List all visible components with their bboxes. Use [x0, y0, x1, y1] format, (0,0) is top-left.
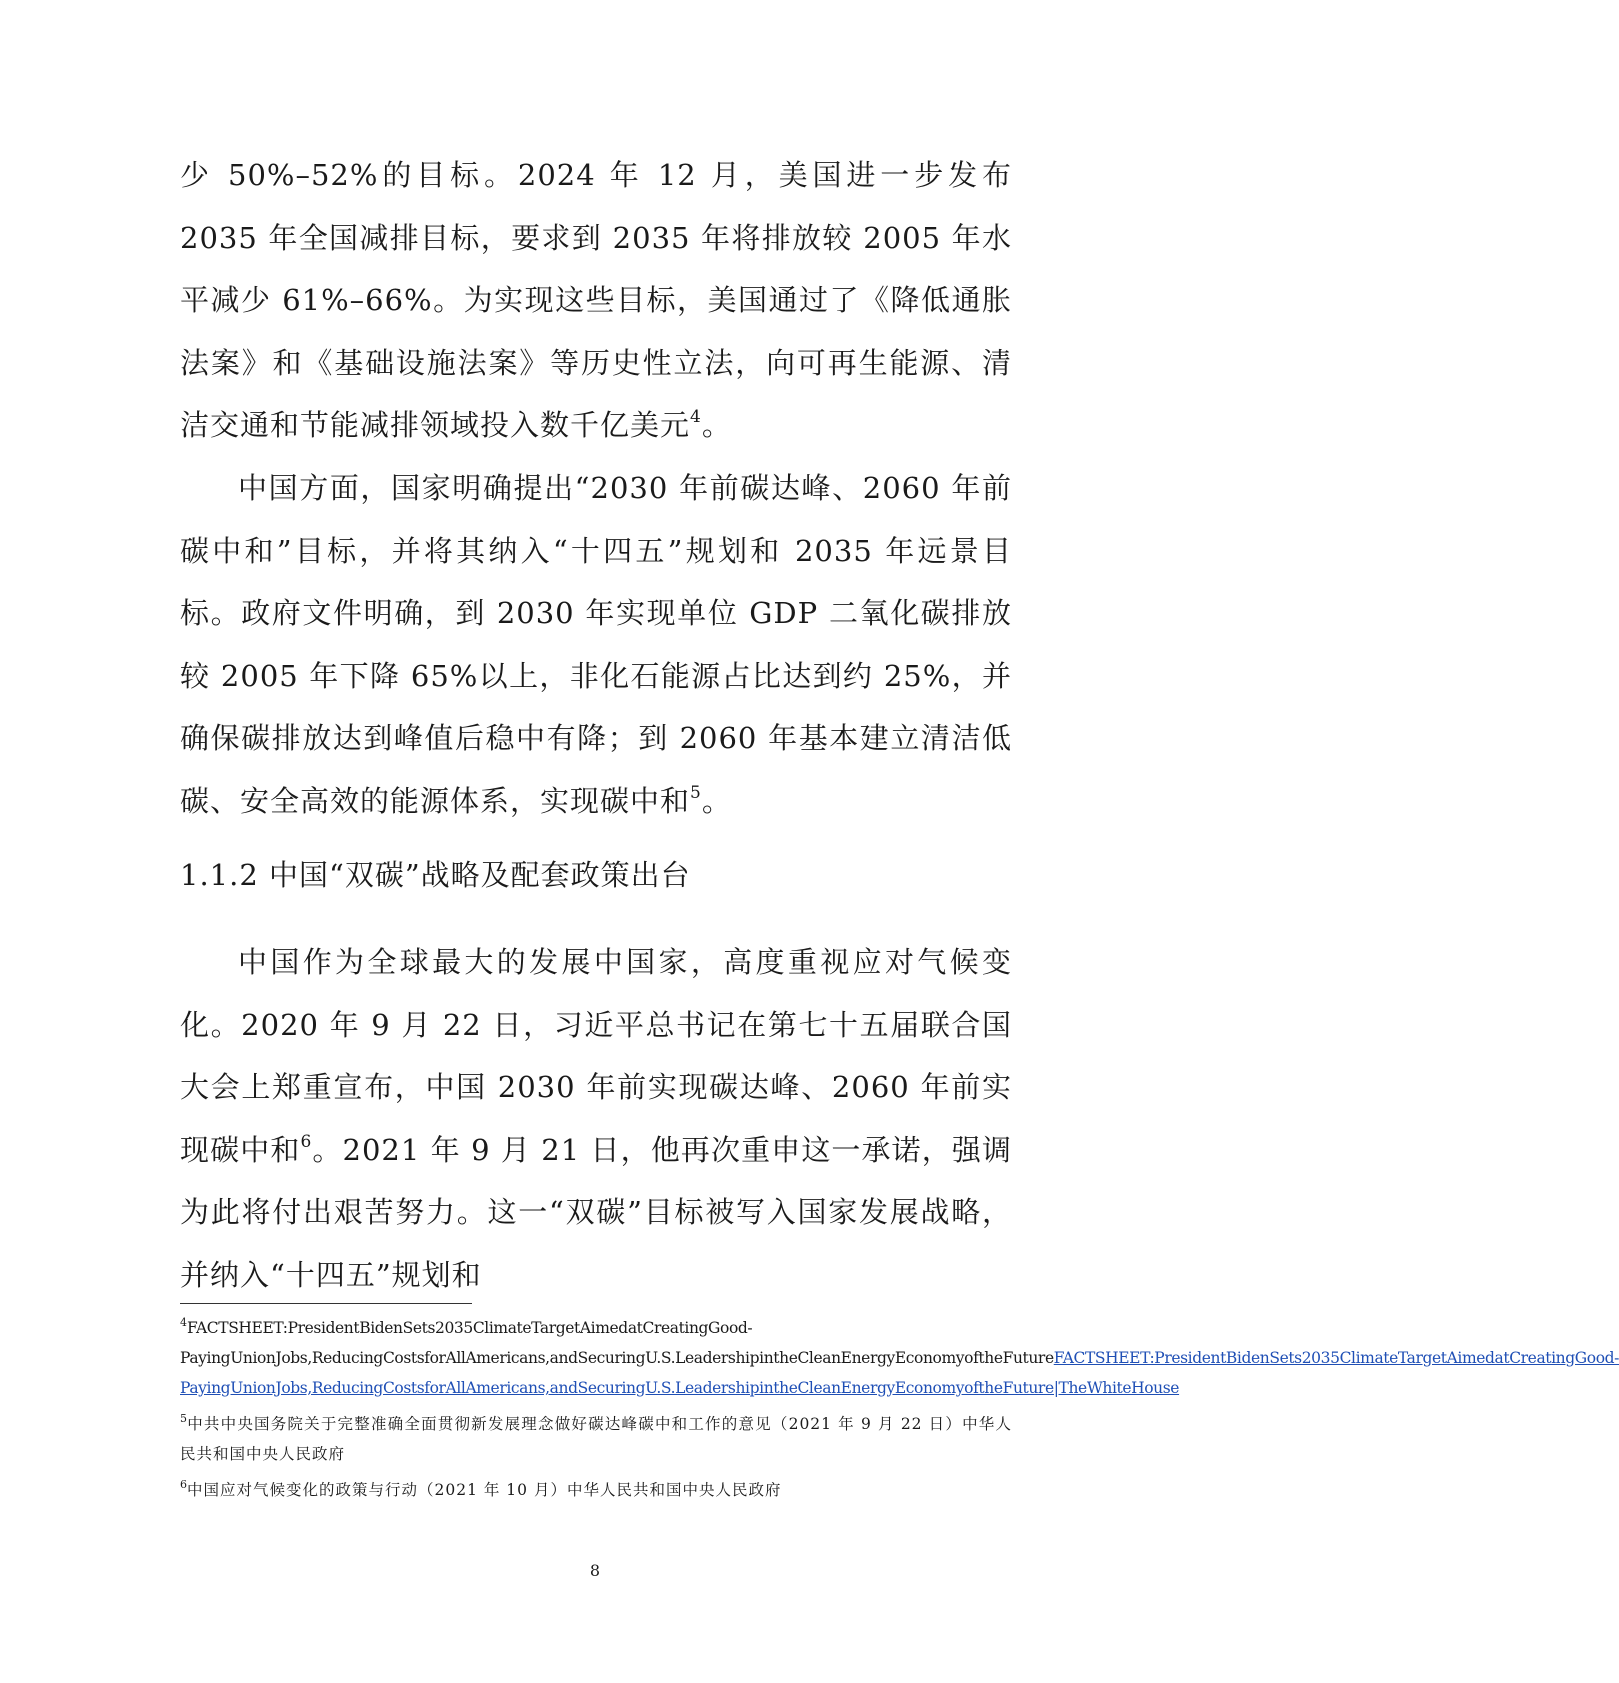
page-number: 8: [589, 1561, 601, 1580]
footnote-separator: [180, 1303, 472, 1304]
footnote-4: [180, 1313, 1619, 1403]
paragraph-text: 中国方面，国家明确提出“2030 年前碳达峰、2060 年前碳中和”目标，并将其纳入“十四五”规划和 2035 年远景目标。政府文件明确，到 2030 年实现单位 GDP 二氧化碳排放较 2005 年下降 65%以上，非化石能源占比达到约 25%，并确保碳排放达到峰值后稳中有降；到 2060 年基本建立清洁低碳、安全高效的能源体系，实现碳中和: [180, 471, 1012, 818]
footnote-6: [180, 1475, 1012, 1505]
footnote-mark: 4: [180, 1315, 187, 1329]
footnote-link[interactable]: FACTSHEET:PresidentBidenSets2035ClimateTargetAimedatCreatingGood-PayingUnionJobs,ReducingCostsforAllAmericans,andSecuringU.S.LeadershipintheCleanEnergyEconomyoftheFuture|TheWhiteHouse: [180, 1349, 1619, 1397]
paragraph-text: 中国作为全球最大的发展中国家，高度重视应对气候变化。2020 年 9 月 22 日，习近平总书记在第七十五届联合国大会上郑重宣布，中国 2030 年前实现碳达峰、2060 年前实现碳中和: [180, 945, 1012, 1167]
footnote-list: [180, 1313, 1619, 1511]
footnote-text: FACTSHEET:PresidentBidenSets2035ClimateTargetAimedatCreatingGood-PayingUnionJobs,ReducingCostsforAllAmericans,andSecuringU.S.LeadershipintheCleanEnergyEconomyoftheFuture: [180, 1319, 1054, 1367]
paragraph-text-continued: 。2021 年 9 月 21 日，他再次重申这一承诺，强调为此将付出艰苦努力。这一“双碳”目标被写入国家发展战略，并纳入“十四五”规划和: [180, 1132, 1012, 1292]
body-paragraph-3: [180, 931, 1012, 1306]
body-paragraph-1: [180, 144, 1012, 457]
footnote-mark: 5: [180, 1411, 187, 1425]
paragraph-end: 。: [701, 408, 732, 442]
paragraph-end: 。: [701, 783, 732, 818]
paragraph-text: 少 50%–52%的目标。2024 年 12 月，美国进一步发布 2035 年全国减排目标，要求到 2035 年将排放较 2005 年水平减少 61%–66%。为实现这些目标，美国通过了《降低通胀法案》和《基础设施法案》等历史性立法，向可再生能源、清洁交通和节能减排领域投入数千亿美元: [180, 158, 1012, 442]
footnote-5: [180, 1409, 1012, 1469]
footnote-reference-6[interactable]: 6: [300, 1131, 313, 1152]
footnote-text: 中国应对气候变化的政策与行动（2021 年 10 月）中华人民共和国中央人民政府: [187, 1481, 782, 1499]
footnote-mark: 6: [180, 1477, 187, 1491]
footnote-reference-4[interactable]: 4: [690, 407, 702, 428]
section-heading: 1.1.2 中国“双碳”战略及配套政策出台: [180, 858, 691, 892]
footnote-text: 中共中央国务院关于完整准确全面贯彻新发展理念做好碳达峰碳中和工作的意见（2021 年 9 月 22 日）中华人民共和国中央人民政府: [180, 1415, 1012, 1463]
body-paragraph-2: [180, 457, 1012, 832]
footnote-reference-5[interactable]: 5: [690, 782, 702, 803]
